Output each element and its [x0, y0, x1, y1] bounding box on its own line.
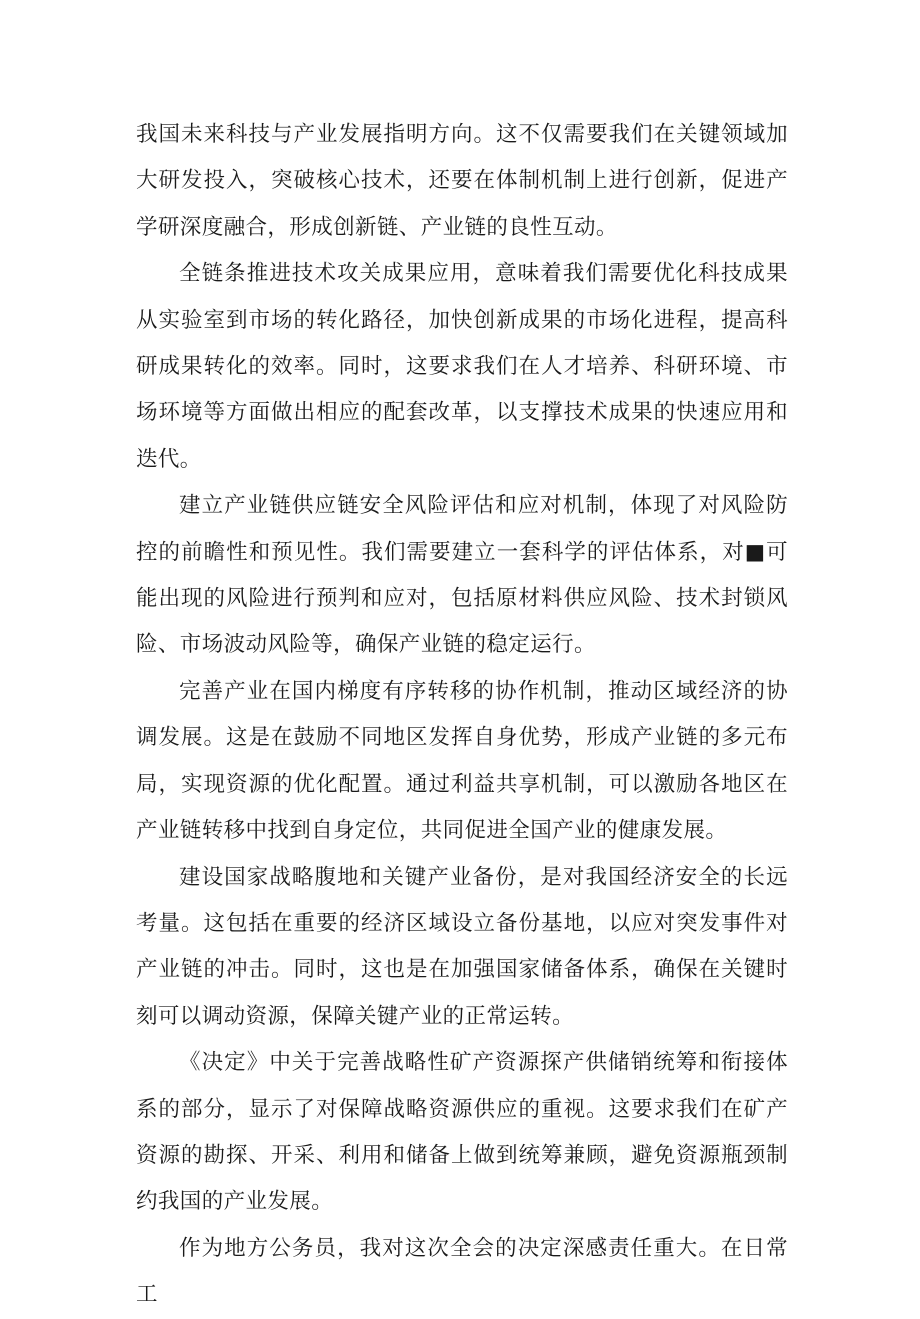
paragraph-6: 《决定》中关于完善战略性矿产资源探产供储销统筹和衔接体系的部分，显示了对保障战略资源供应的重视。这要求我们在矿产资源的勘探、开采、利用和储备上做到统筹兼顾，避免资源瓶颈制约我国的产业发展。 [136, 1050, 788, 1215]
paragraph-4: 完善产业在国内梯度有序转移的协作机制，推动区域经济的协调发展。这是在鼓励不同地区发挥自身优势，形成产业链的多元布局，实现资源的优化配置。通过利益共享机制，可以激励各地区在产业链转移中找到自身定位，共同促进全国产业的健康发展。 [136, 678, 788, 844]
document-body [136, 112, 788, 1319]
paragraph-2: 全链条推进技术攻关成果应用，意味着我们需要优化科技成果从实验室到市场的转化路径，加快创新成果的市场化进程，提高科研成果转化的效率。同时，这要求我们在人才培养、科研环境、市场环境等方面做出相应的配套改革，以支撑技术成果的快速应用和迭代。 [136, 261, 788, 472]
paragraph-3: 建立产业链供应链安全风险评估和应对机制，体现了对风险防控的前瞻性和预见性。我们需要建立一套科学的评估体系，对■可能出现的风险进行预判和应对，包括原材料供应风险、技术封锁风险、市场波动风险等，确保产业链的稳定运行。 [136, 493, 788, 658]
paragraph-7: 作为地方公务员，我对这次全会的决定深感责任重大。在日常工 [136, 1235, 788, 1308]
paragraph-5: 建设国家战略腹地和关键产业备份，是对我国经济安全的长远考量。这包括在重要的经济区域设立备份基地，以应对突发事件对产业链的冲击。同时，这也是在加强国家储备体系，确保在关键时刻可以调动资源，保障关键产业的正常运转。 [136, 864, 788, 1029]
paragraph-1: 我国未来科技与产业发展指明方向。这不仅需要我们在关键领域加大研发投入，突破核心技术，还要在体制机制上进行创新，促进产学研深度融合，形成创新链、产业链的良性互动。 [136, 122, 788, 240]
